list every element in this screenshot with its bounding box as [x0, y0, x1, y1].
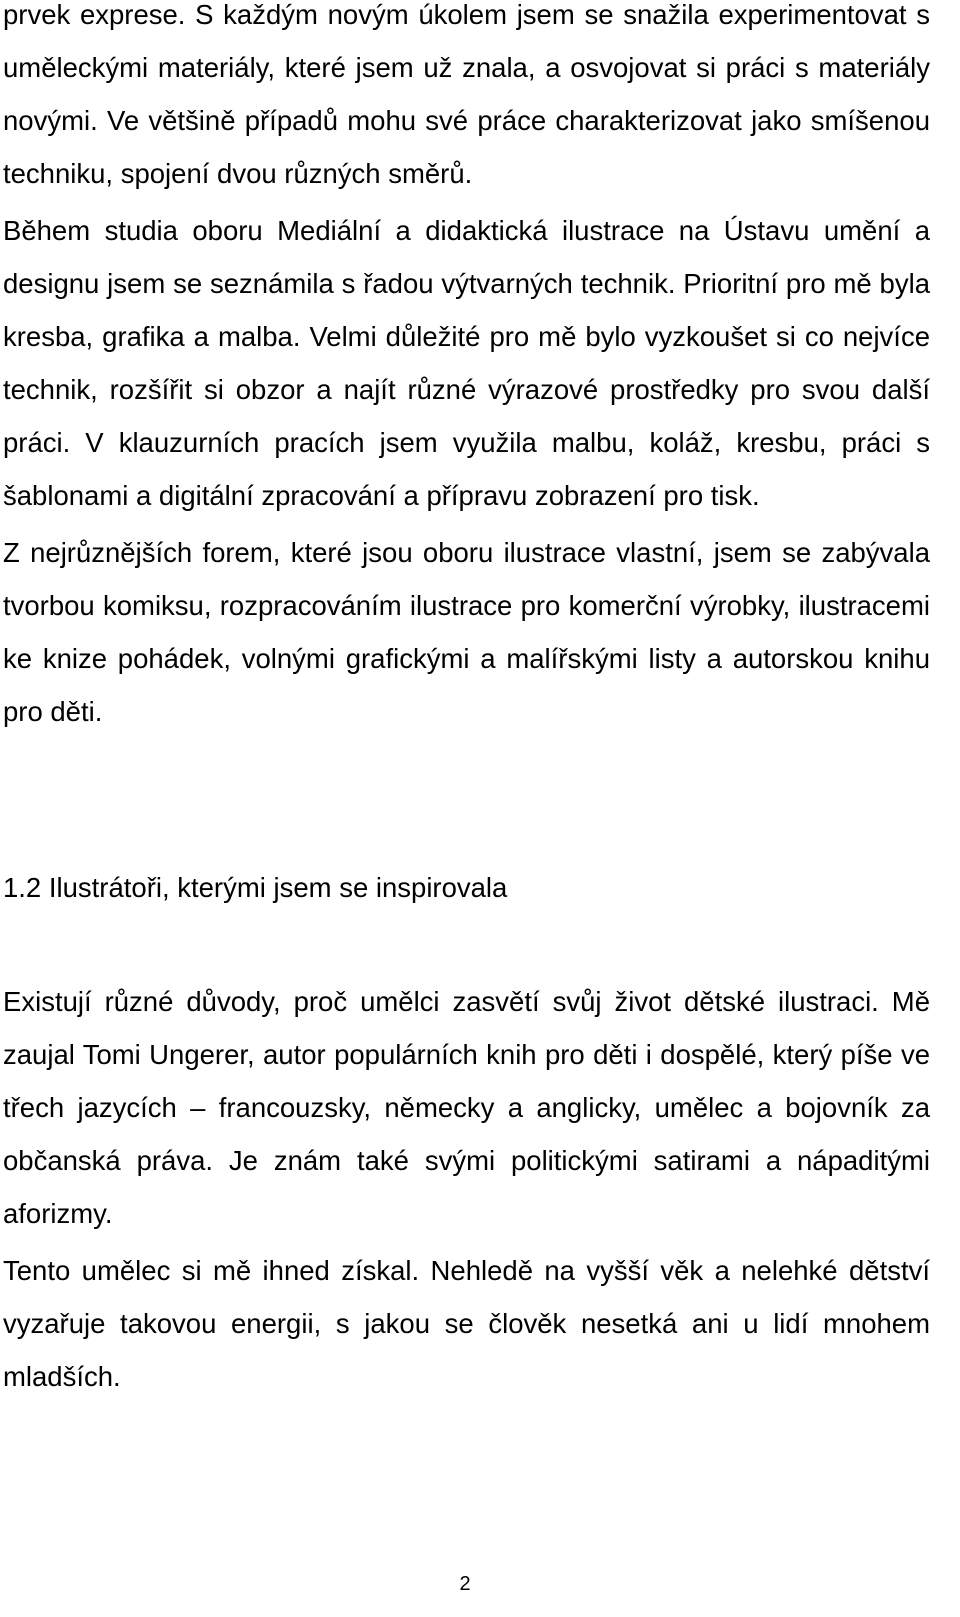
section-paragraph-1: Existují různé důvody, proč umělci zasvětí svůj život dětské ilustraci. Mě zaujal Tomi Ungerer, autor populárních knih pro děti i dospělé, který píše ve třech jazycích – francouzsky, německy a anglicky, umělec a bojovník za občanská práva. Je znám také svými politickými satirami a nápaditými aforizmy. — [3, 986, 930, 1229]
paragraph-1: prvek exprese. S každým novým úkolem jsem se snažila experimentovat s uměleckými materiály, které jsem už znala, a osvojovat si práci s materiály novými. Ve většině případů mohu své práce charakterizovat jako smíšenou techniku, spojení dvou různých směrů. — [3, 0, 930, 189]
paragraph-2: Během studia oboru Mediální a didaktická ilustrace na Ústavu umění a designu jsem se seznámila s řadou výtvarných technik. Prioritní pro mě byla kresba, grafika a malba. Velmi důležité pro mě bylo vyzkoušet si co nejvíce technik, rozšířit si obzor a najít různé výrazové prostředky pro svou další práci. V klauzurních pracích jsem využila malbu, koláž, kresbu, práci s šablonami a digitální zpracování a přípravu zobrazení pro tisk. — [3, 215, 930, 511]
page-number: 2 — [459, 1573, 471, 1595]
paragraph-3: Z nejrůznějších forem, které jsou oboru ilustrace vlastní, jsem se zabývala tvorbou komiksu, rozpracováním ilustrace pro komerční výrobky, ilustracemi ke knize pohádek, volnými grafickými a malířskými listy a autorskou knihu pro děti. — [3, 537, 930, 727]
section-heading: 1.2 Ilustrátoři, kterými jsem se inspirovala — [3, 872, 508, 903]
section-paragraph-2: Tento umělec si mě ihned získal. Nehledě na vyšší věk a nelehké dětství vyzařuje takovou energii, s jakou se člověk nesetká ani u lidí mnohem mladších. — [3, 1255, 930, 1392]
document-page — [3, 0, 930, 1403]
